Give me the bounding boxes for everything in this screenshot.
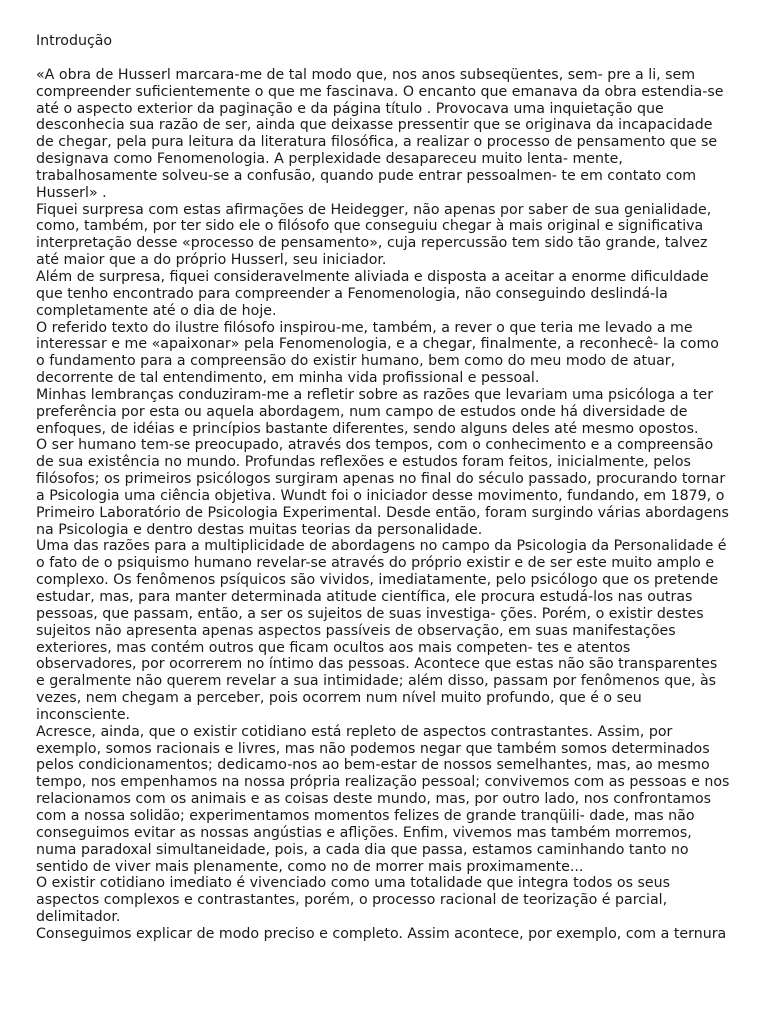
paragraph-surprise: Além de surpresa, fiquei consideravelmente aliviada e disposta a aceitar a enorme dificuldade que tenho encontrado para compreender a Fenomenologia, não conseguindo deslindá-la completamente até o dia de hoje. [36,268,709,319]
paragraph-heidegger: Fiquei surpresa com estas afirmações de Heidegger, não apenas por saber de sua genialidade, como, também, por ter sido ele o filósofo que conseguiu chegar à mais original e significativa interpretação desse «processo de pensamento», cuja repercussão tem sido tão grande, talvez até maior que a do próprio Husserl, seu iniciador. [36,201,712,269]
paragraph-contrasts: Acresce, ainda, que o existir cotidiano está repleto de aspectos contrastantes. Assim, por exemplo, somos racionais e livres, mas não podemos negar que também somos determinados pelos condicionamentos; dedicamo-nos ao bem-estar de nossos semelhantes, mas, ao mesmo tempo, nos empenhamos na nossa própria realização pessoal; convivemos com as pessoas e nos relacionamos com os animais e as coisas deste mundo, mas, por outro lado, nos confrontamos com a nossa solidão; experimentamos momentos felizes de grande tranqüili- dade, mas não conseguimos evitar as nossas angústias e aflições. Enfim, vivemos mas também morremos, numa paradoxal simultaneidade, pois, a cada dia que passa, estamos caminhando tanto no sentido de viver mais plenamente, como no de morrer mais proximamente... [36,723,730,875]
paragraph-totality: O existir cotidiano imediato é vivenciado como uma totalidade que integra todos os seus aspectos complexos e contrastantes, porém, o processo racional de teorização é parcial, delimitador. [36,875,671,926]
paragraph-inspiration: O referido texto do ilustre filósofo inspirou-me, também, a rever o que teria me levado a me interessar e me «apaixonar» pela Fenomenologia, e a chegar, finalmente, a reconhecê- la como o fundamento para a compreensão do existir humano, bem como do meu modo de atuar, decorrente de tal entendimento, em minha vida profissional e pessoal. [36,319,719,387]
paragraph-multiplicity: Uma das razões para a multiplicidade de abordagens no campo da Psicologia da Personalidade é o fato de o psiquismo humano revelar-se através do próprio existir e de ser este muito amplo e complexo. Os fenômenos psíquicos são vividos, imediatamente, pelo psicólogo que os pretende estudar, mas, para manter determinada atitude científica, ele procura estudá-los nas outras pessoas, que passam, então, a ser os sujeitos de suas investiga- ções. Porém, o existir destes sujeitos não apresenta apenas aspectos passíveis de observação, em suas manifestações exteriores, mas contém outros que ficam ocultos aos mais competen- tes e atentos observadores, por ocorrerem no íntimo das pessoas. Acontece que estas não são transparentes e geralmente não querem revelar a sua intimidade; além disso, passam por fenômenos que, às vezes, nem chegam a perceber, pois ocorrem num nível muito profundo, que é o seu inconsciente. [36,538,727,723]
paragraph-explain: Conseguimos explicar de modo preciso e completo. Assim acontece, por exemplo, com a ternura [36,925,727,942]
document-page [36,33,736,943]
paragraph-husserl-quote: «A obra de Husserl marcara-me de tal modo que, nos anos subseqüentes, sem- pre a li, sem compreender suficientemente o que me fascinava. O encanto que emanava da obra estendia-se até o aspecto exterior da paginação e da página título . Provocava uma inquietação que desconhecia sua razão de ser, ainda que deixasse pressentir que se originava da incapacidade de chegar, pela pura leitura da literatura filosófica, a realizar o processo de pensamento que se designava como Fenomenologia. A perplexidade desapareceu muito lenta- mente, trabalhosamente solveu-se a confusão, quando pude entrar pessoalmen- te em contato com Husserl» . [36,66,724,201]
section-title: Introdução [36,33,113,49]
paragraph-human-being: O ser humano tem-se preocupado, através dos tempos, com o conhecimento e a compreensão de sua existência no mundo. Profundas reflexões e estudos foram feitos, inicialmente, pelos filósofos; os primeiros psicólogos surgiram apenas no final do século passado, procurando tornar a Psicologia uma ciência objetiva. Wundt foi o iniciador desse movimento, fundando, em 1879, o Primeiro Laboratório de Psicologia Experimental. Desde então, foram surgindo várias abordagens na Psicologia e dentro destas muitas teorias da personalidade. [36,437,729,538]
paragraph-memories: Minhas lembranças conduziram-me a refletir sobre as razões que levariam uma psicóloga a ter preferência por esta ou aquela abordagem, num campo de estudos onde há diversidade de enfoques, de idéias e princípios bastante diferentes, sendo alguns deles até mesmo opostos. [36,386,714,437]
